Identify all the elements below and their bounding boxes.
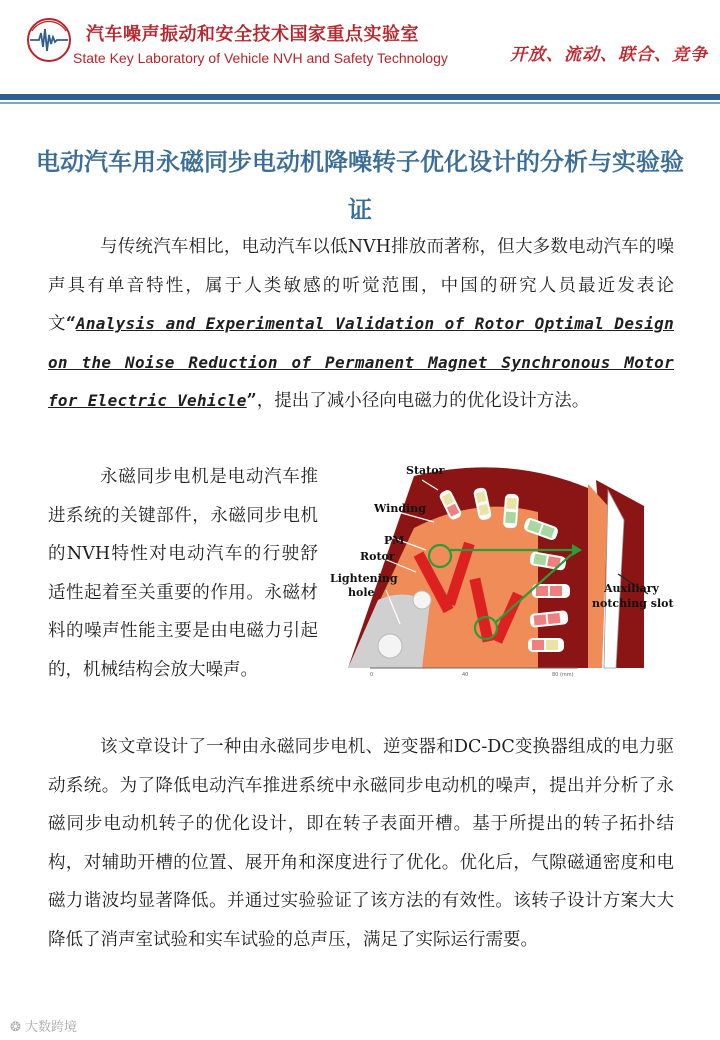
watermark-logo-icon: ❂ xyxy=(10,1020,26,1035)
label-lightening-hole-line2: hole xyxy=(348,586,375,599)
paragraph-pmsm: 永磁同步电机是电动汽车推进系统的关键部件，永磁同步电机的NVH特性对电动汽车的行驶舒适性起着至关重要的作用。永磁材料的噪声性能主要是由电磁力引起的，机械结构会放大噪声。 xyxy=(48,467,318,680)
lightening-hole-shape xyxy=(378,634,402,658)
motor-cross-section-figure xyxy=(326,450,710,682)
article-title: 电动汽车用永磁同步电动机降噪转子优化设计的分析与实验验证 xyxy=(36,147,684,224)
scale-bar-ticks xyxy=(370,672,574,678)
scale-tick-0: 0 xyxy=(370,672,374,678)
lab-slogan: 开放、流动、联合、竞争 xyxy=(510,45,708,65)
lab-logo-waveform-icon xyxy=(26,17,72,63)
quote-close: ” xyxy=(246,391,257,411)
paper-title-quote: Analysis and Experimental Validation of Rotor Optimal Design on the Noise Reduction of Permanent Magnet Synchronous Motor for Electric Vehicle xyxy=(48,314,675,410)
intro-text: 与传统汽车相比，电动汽车以低NVH排放而著称，但大多数电动汽车的噪声具有单音特性，属于人类敏感的听觉范围，中国的研究人员最近发表论文 xyxy=(48,237,674,334)
label-auxiliary-line1: Auxiliary xyxy=(604,582,659,595)
lab-name-en: State Key Laboratory of Vehicle NVH and Safety Technology xyxy=(73,50,448,66)
quote-open: “ xyxy=(65,314,76,334)
watermark xyxy=(10,1016,77,1035)
label-stator: Stator xyxy=(406,464,445,477)
label-lightening-hole-line1: Lightening xyxy=(330,572,398,585)
watermark-text: 大数跨境 xyxy=(25,1020,78,1035)
label-pm: PM xyxy=(384,534,405,547)
lab-name-cn: 汽车噪声振动和安全技术国家重点实验室 xyxy=(86,24,419,45)
label-auxiliary-line2: notching slot xyxy=(592,597,674,610)
paragraph-intro xyxy=(48,228,674,421)
header-divider-thin xyxy=(0,102,720,104)
label-winding: Winding xyxy=(374,502,426,515)
label-rotor: Rotor xyxy=(360,550,395,563)
scale-tick-40: 40 xyxy=(462,672,469,678)
paragraph-design: 该文章设计了一种由永磁同步电机、逆变器和DC-DC变换器组成的电力驱动系统。为了降低电动汽车推进系统中永磁同步电动机的噪声，提出并分析了永磁同步电动机转子的优化设计，即在转子表面开槽。基于所提出的转子拓扑结构，对辅助开槽的位置、展开角和深度进行了优化。优化后，气隙磁通密度和电磁力谐波均显著降低。并通过实验验证了该方法的有效性。该转子设计方案大大降低了消声室试验和实车试验的总声压，满足了实际运行需要。 xyxy=(48,737,674,950)
lightening-hole-shape-2 xyxy=(413,591,431,609)
scale-tick-80: 80 (mm) xyxy=(552,672,574,678)
header-divider-thick xyxy=(0,94,720,100)
intro-text-end: ，提出了减小径向电磁力的优化设计方法。 xyxy=(256,391,590,411)
page-header xyxy=(0,0,720,100)
